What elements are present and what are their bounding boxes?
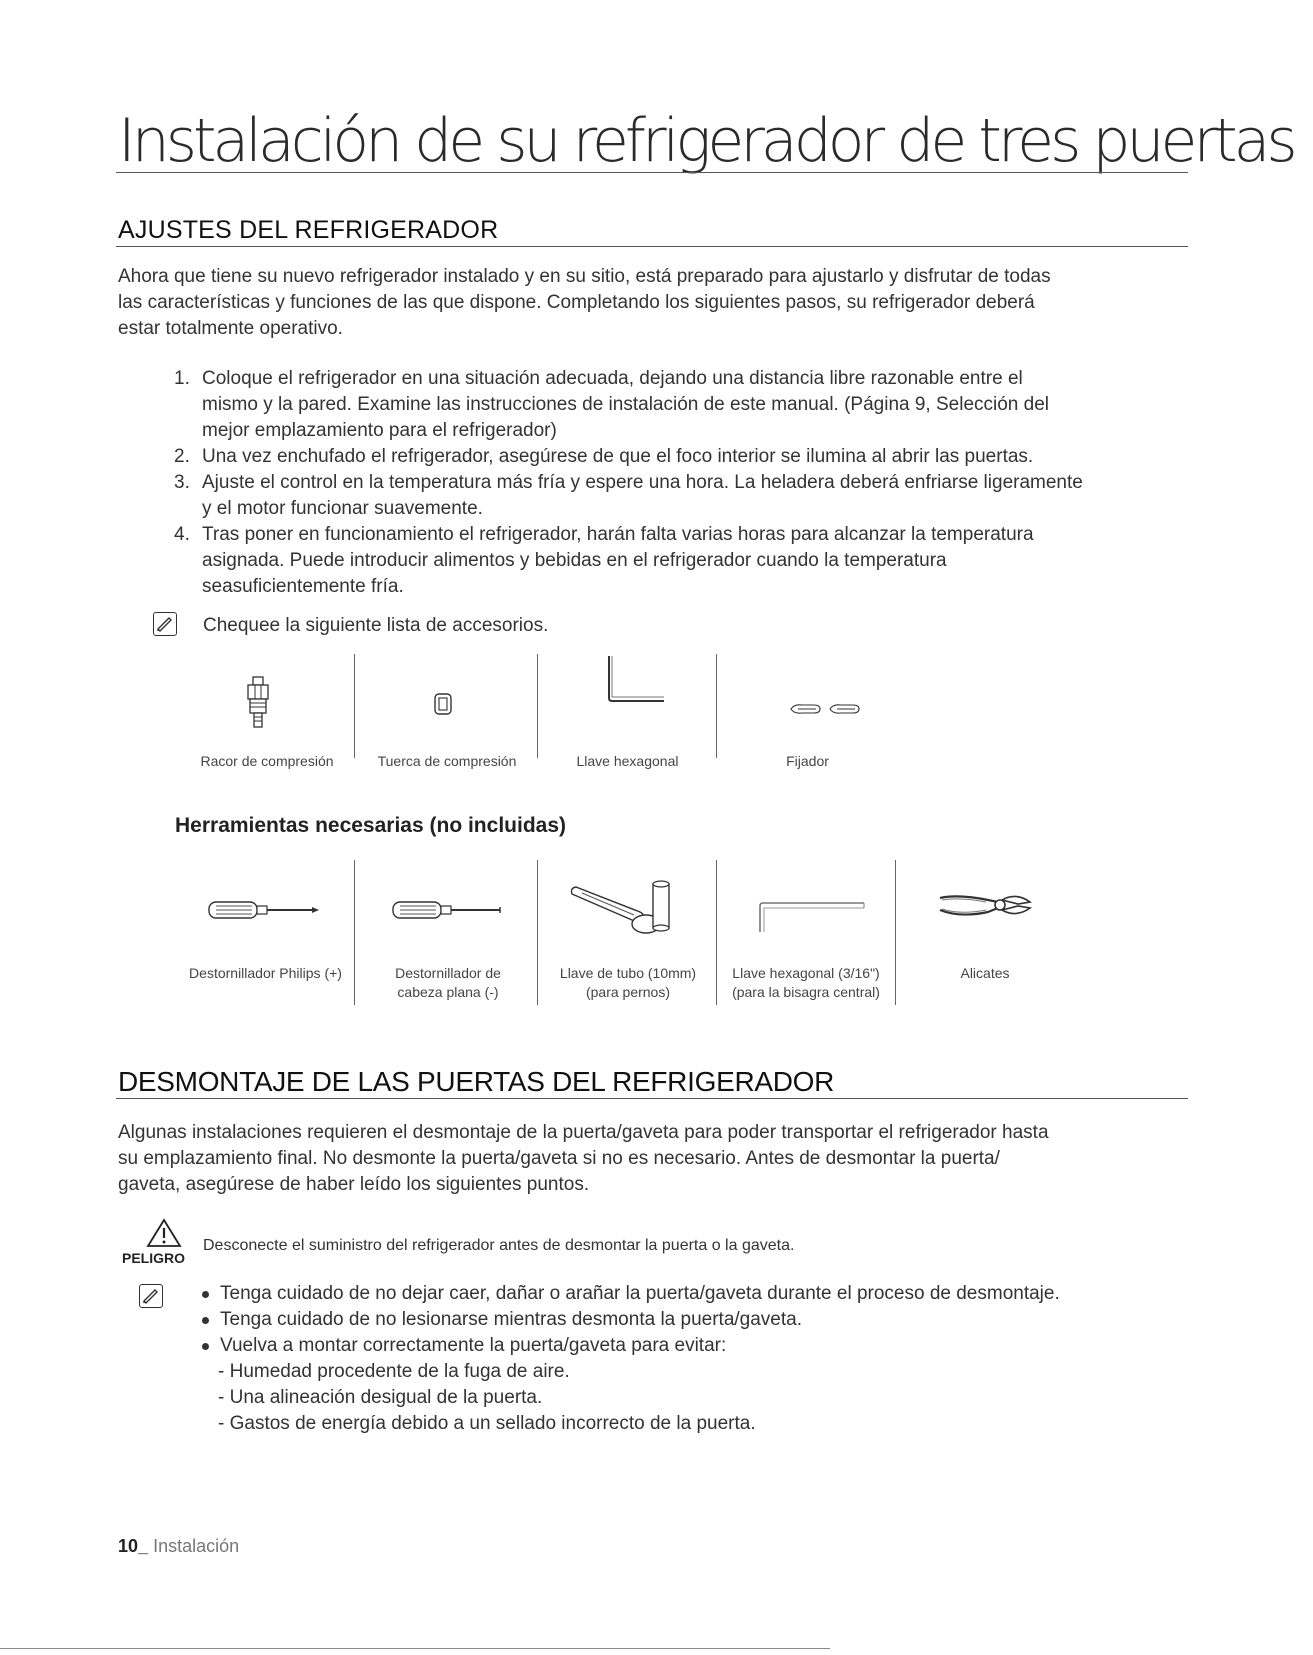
step-number: 2. xyxy=(174,446,190,467)
page-footer xyxy=(118,1536,239,1557)
step-text: Tras poner en funcionamiento el refrigerador, harán falta varias horas para alcanzar la temperatura xyxy=(202,524,1034,545)
phillips-screwdriver-icon xyxy=(208,897,320,928)
tool-label xyxy=(718,964,894,1002)
warning-triangle-icon xyxy=(146,1218,182,1253)
fastener-icon xyxy=(790,702,862,721)
hex-key-icon xyxy=(606,654,666,709)
section-title-desmontaje: DESMONTAJE DE LAS PUERTAS DEL REFRIGERADOR xyxy=(118,1066,835,1097)
step-text: Coloque el refrigerador en una situación adecuada, dejando una distancia libre razonable entre el xyxy=(202,368,1023,389)
intro-line: estar totalmente operativo. xyxy=(118,318,343,339)
accessory-label: Tuerca de compresión xyxy=(377,753,517,769)
tools-title: Herramientas necesarias (no incluidas) xyxy=(175,814,566,837)
steps-list xyxy=(170,366,1190,600)
step-number: 3. xyxy=(174,472,190,493)
title-rule xyxy=(116,172,1188,173)
step-item xyxy=(170,470,1190,522)
sub-list-item: - Gastos de energía debido a un sellado incorrecto de la puerta. xyxy=(218,1413,756,1434)
grid-divider xyxy=(537,860,538,1005)
tool-label xyxy=(362,964,534,1002)
warning-text: Desconecte el suministro del refrigerador antes de desmontar la puerta o la gaveta. xyxy=(203,1237,795,1254)
grid-divider xyxy=(354,654,355,758)
footer-label: Instalación xyxy=(153,1536,240,1556)
bottom-edge-rule xyxy=(0,1648,830,1649)
desmontaje-paragraph xyxy=(118,1120,1198,1198)
grid-divider xyxy=(716,860,717,1005)
step-number: 1. xyxy=(174,368,190,389)
step-text: Una vez enchufado el refrigerador, asegúrese de que el foco interior se ilumina al abrir las puertas. xyxy=(202,446,1034,467)
section-rule-desmontaje xyxy=(116,1098,1188,1099)
step-item xyxy=(170,522,1190,600)
grid-divider xyxy=(354,860,355,1005)
step-text: seasuficientemente fría. xyxy=(202,576,404,597)
tool-label-line: (para pernos) xyxy=(585,984,671,1000)
compression-fitting-icon xyxy=(245,676,271,739)
warning-label: PELIGRO xyxy=(122,1250,186,1266)
tool-label-line: Llave hexagonal (3/16") xyxy=(732,965,880,981)
tool-label-line: Destornillador de xyxy=(395,965,501,981)
intro-paragraph xyxy=(118,264,1198,342)
tool-label-line: (para la bisagra central) xyxy=(732,984,880,1000)
step-item xyxy=(170,366,1190,444)
sub-list-item: - Humedad procedente de la fuga de aire. xyxy=(218,1361,570,1382)
compression-nut-icon xyxy=(434,693,452,720)
grid-divider xyxy=(537,654,538,758)
grid-divider xyxy=(895,860,896,1005)
note-icon xyxy=(153,612,177,636)
allen-key-icon xyxy=(758,902,866,939)
list-item: Tenga cuidado de no dejar caer, dañar o arañar la puerta/gaveta durante el proceso de desmontaje. xyxy=(200,1281,1190,1307)
caution-list xyxy=(200,1281,1190,1359)
flathead-screwdriver-icon xyxy=(392,897,504,928)
step-text: Ajuste el control en la temperatura más fría y espere una hora. La heladera deberá enfriarse ligeramente xyxy=(202,472,1083,493)
step-number: 4. xyxy=(174,524,190,545)
note-icon xyxy=(139,1284,163,1308)
sub-list xyxy=(218,1359,756,1437)
intro-line: Algunas instalaciones requieren el desmontaje de la puerta/gaveta para poder transportar el refrigerador hasta xyxy=(118,1122,1049,1143)
step-item xyxy=(170,444,1190,470)
tool-label-line: cabeza plana (-) xyxy=(397,984,499,1000)
step-text: asignada. Puede introducir alimentos y bebidas en el refrigerador cuando la temperatura xyxy=(202,550,947,571)
tool-label xyxy=(542,964,714,1002)
intro-line: Ahora que tiene su nuevo refrigerador instalado y en su sitio, está preparado para ajustarlo y disfrutar de todas xyxy=(118,266,1051,287)
intro-line: las características y funciones de las que dispone. Completando los siguientes pasos, su refrigerador deberá xyxy=(118,292,1035,313)
grid-divider xyxy=(716,654,717,758)
tool-label: Destornillador Philips (+) xyxy=(189,965,342,981)
socket-wrench-icon xyxy=(568,880,692,945)
pliers-icon xyxy=(938,888,1034,933)
tool-label: Alicates xyxy=(960,965,1010,981)
step-text: mismo y la pared. Examine las instrucciones de instalación de este manual. (Página 9, Selección del xyxy=(202,394,1050,415)
note-text: Chequee la siguiente lista de accesorios. xyxy=(203,615,549,636)
intro-line: su emplazamiento final. No desmonte la puerta/gaveta si no es necesario. Antes de desmontar la puerta/ xyxy=(118,1148,1000,1169)
step-text: y el motor funcionar suavemente. xyxy=(202,498,483,519)
list-item: Vuelva a montar correctamente la puerta/gaveta para evitar: xyxy=(200,1333,1190,1359)
accessory-label: Racor de compresión xyxy=(200,753,334,769)
intro-line: gaveta, asegúrese de haber leído los siguientes puntos. xyxy=(118,1174,590,1195)
page-number: 10_ xyxy=(118,1536,149,1556)
tool-label-line: Llave de tubo (10mm) xyxy=(559,965,697,981)
sub-list-item: - Una alineación desigual de la puerta. xyxy=(218,1387,543,1408)
section-rule-ajustes xyxy=(116,246,1188,247)
section-title-ajustes: AJUSTES DEL REFRIGERADOR xyxy=(118,216,499,244)
list-item: Tenga cuidado de no lesionarse mientras desmonta la puerta/gaveta. xyxy=(200,1307,1190,1333)
page-title: Instalación de su refrigerador de tres puertas xyxy=(118,106,1294,176)
accessory-label: Llave hexagonal xyxy=(576,753,679,769)
step-text: mejor emplazamiento para el refrigerador) xyxy=(202,420,557,441)
accessory-label: Fijador xyxy=(786,753,829,769)
